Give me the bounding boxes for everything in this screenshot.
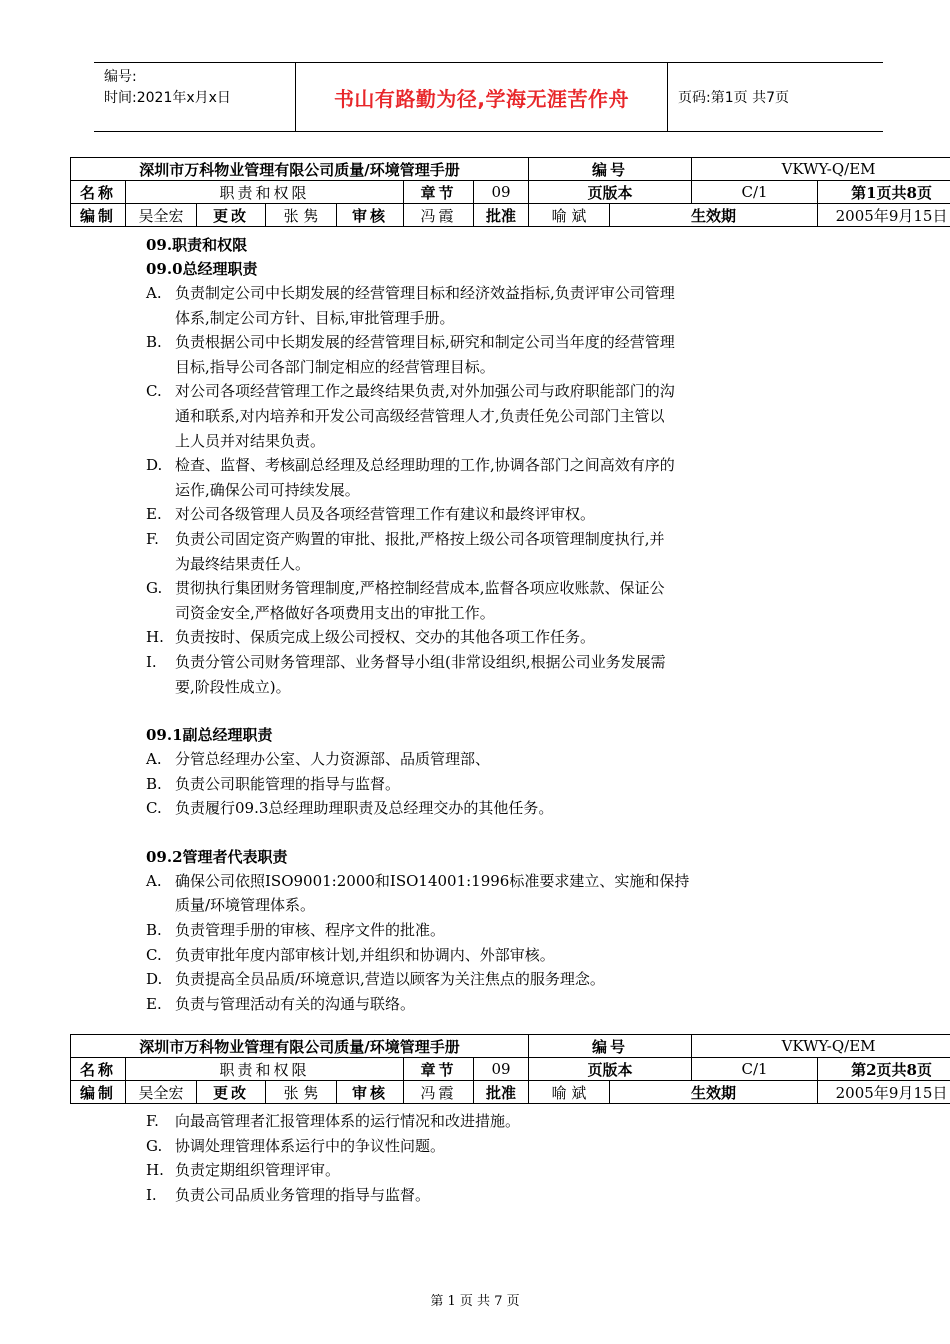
name-label: 名称 [71,181,126,204]
approver-label: 批准 [474,204,529,227]
item-letter: F. [146,529,159,548]
editor-value: 吴全宏 [126,1081,197,1104]
item-line: 体系,制定公司方针、目标,审批管理手册。 [175,308,455,327]
reviewer-label: 审核 [337,204,404,227]
approver-value: 喻 斌 [529,1081,610,1104]
item-line: 负责定期组织管理评审。 [175,1161,341,1180]
item-line: 贯彻执行集团财务管理制度,严格控制经营成本,监督各项应收账款、保证公 [175,579,665,598]
item-line: 向最高管理者汇报管理体系的运行情况和改进措施。 [175,1112,521,1130]
item-line: 负责分管公司财务管理部、业务督导小组(非常设组织,根据公司业务发展需 [175,652,666,671]
item-letter: I. [146,652,157,671]
item-line: 负责公司品质业务管理的指导与监督。 [175,1185,431,1204]
list-item [146,330,846,379]
item-line: 要,阶段性成立)。 [175,677,291,696]
item-line: 协调处理管理体系运行中的争议性问题。 [175,1136,446,1155]
body-block-2 [146,1109,846,1207]
list-item [146,747,846,772]
item-line: 通和联系,对内培养和开发公司高级经营管理人才,负责任免公司部门主管以 [175,406,665,425]
list-item [146,650,846,699]
item-line: 负责与管理活动有关的沟通与联络。 [175,994,416,1013]
reviewer-value: 冯霞 [404,204,474,227]
item-letter: B. [146,774,162,793]
item-line: 检查、监督、考核副总经理及总经理助理的工作,协调各部门之间高效有序的 [175,456,675,475]
item-line: 负责公司职能管理的指导与监督。 [175,774,401,793]
version-label: 页版本 [529,1058,692,1081]
slogan: 书山有路勤为径,学海无涯苦作舟 [333,86,630,111]
spacer [146,821,846,845]
item-line: 负责管理手册的审核、程序文件的批准。 [175,921,446,940]
list-item [146,992,846,1017]
item-letter: B. [146,333,162,352]
top-header [94,62,883,132]
list-item [146,1109,846,1134]
item-line: 负责审批年度内部审核计划,并组织和协调内、外部审核。 [175,945,555,964]
section-heading: 09.0总经理职责 [146,260,258,278]
page-code: 页码:第1页 共7页 [678,90,789,106]
item-letter: E. [146,505,162,524]
list-item [146,625,846,650]
modifier-label: 更改 [197,204,266,227]
version-value: C/1 [692,1058,818,1081]
item-letter: C. [146,382,162,401]
approver-label: 批准 [474,1081,529,1104]
modifier-label: 更改 [197,1081,266,1104]
list-item [146,869,846,918]
name-value: 职责和权限 [126,181,404,204]
modifier-value: 张 隽 [266,1081,337,1104]
effective-value: 2005年9月15日 [818,1081,950,1104]
item-letter: F. [146,1112,159,1130]
item-line: 对公司各项经营管理工作之最终结果负责,对外加强公司与政府职能部门的沟 [175,382,675,401]
doc-header-table-1 [70,157,950,227]
doc-header-table-2 [70,1034,950,1104]
item-line: 为最终结果责任人。 [175,554,311,573]
top-header-slogan-cell [296,63,668,131]
reviewer-label: 审核 [337,1081,404,1104]
version-label: 页版本 [529,181,692,204]
item-letter: G. [146,579,163,598]
section-list [146,1109,846,1207]
time-label: 时间:2021年x月x日 [104,90,231,106]
code-label: 编号 [529,1035,692,1058]
code-label: 编号 [529,158,692,181]
list-item [146,379,846,453]
modifier-value: 张 隽 [266,204,337,227]
item-letter: H. [146,628,164,647]
list-item [146,453,846,502]
version-value: C/1 [692,181,818,204]
section-list [146,747,846,821]
item-letter: D. [146,456,163,475]
item-letter: I. [146,1185,157,1204]
chapter-label: 章节 [404,1058,474,1081]
approver-value: 喻 斌 [529,204,610,227]
list-item [146,1158,846,1183]
number-label: 编号: [104,69,137,85]
reviewer-value: 冯霞 [404,1081,474,1104]
item-line: 司资金安全,严格做好各项费用支出的审批工作。 [175,603,495,622]
item-letter: D. [146,970,163,989]
section-heading: 09.1副总经理职责 [146,726,273,745]
name-label: 名称 [71,1058,126,1081]
list-item [146,918,846,943]
section-list [146,281,846,699]
section-list [146,869,846,1017]
editor-value: 吴全宏 [126,204,197,227]
item-line: 负责提高全员品质/环境意识,营造以顾客为关注焦点的服务理念。 [175,970,605,989]
item-line: 对公司各级管理人员及各项经营管理工作有建议和最终评审权。 [175,505,596,524]
chapter-value: 09 [474,1058,529,1081]
doc-title: 深圳市万科物业管理有限公司质量/环境管理手册 [71,1035,529,1058]
item-line: 质量/环境管理体系。 [175,896,316,915]
section-heading: 09.2管理者代表职责 [146,847,288,866]
list-item [146,1134,846,1159]
chapter-value: 09 [474,181,529,204]
page-footer: 第 1 页 共 7 页 [430,1294,520,1309]
list-item [146,281,846,330]
item-letter: A. [146,284,162,302]
item-letter: C. [146,945,162,964]
chapter-heading: 09.职责和权限 [146,236,248,254]
item-line: 确保公司依照ISO9001:2000和ISO14001:1996标准要求建立、实施和保持 [175,871,690,890]
editor-label: 编制 [71,204,126,227]
list-item [146,576,846,625]
item-line: 负责按时、保质完成上级公司授权、交办的其他各项工作任务。 [175,628,596,647]
effective-label: 生效期 [610,204,818,227]
item-line: 负责制定公司中长期发展的经营管理目标和经济效益指标,负责评审公司管理 [175,284,675,302]
list-item [146,967,846,992]
item-letter: A. [146,750,162,769]
item-line: 运作,确保公司可持续发展。 [175,480,360,499]
item-letter: H. [146,1161,164,1180]
item-line: 负责公司固定资产购置的审批、报批,严格按上级公司各项管理制度执行,并 [175,529,665,548]
top-header-left [94,63,296,131]
list-item [146,1183,846,1208]
effective-label: 生效期 [610,1081,818,1104]
code-value: VKWY-Q/EM [692,158,950,181]
code-value: VKWY-Q/EM [692,1035,950,1058]
item-letter: B. [146,921,162,940]
body-block-1 [146,233,846,1016]
list-item [146,502,846,527]
item-letter: A. [146,871,162,890]
page-count: 第1页共8页 [818,181,950,204]
item-line: 负责根据公司中长期发展的经营管理目标,研究和制定公司当年度的经营管理 [175,333,675,352]
spacer [146,699,846,723]
page-count: 第2页共8页 [818,1058,950,1081]
item-letter: C. [146,799,162,818]
editor-label: 编制 [71,1081,126,1104]
list-item [146,527,846,576]
top-header-page-code [668,63,883,131]
item-line: 负责履行09.3总经理助理职责及总经理交办的其他任务。 [175,799,554,818]
item-letter: G. [146,1136,163,1155]
item-line: 上人员并对结果负责。 [175,431,326,450]
effective-value: 2005年9月15日 [818,204,950,227]
chapter-label: 章节 [404,181,474,204]
doc-title: 深圳市万科物业管理有限公司质量/环境管理手册 [71,158,529,181]
item-letter: E. [146,994,162,1013]
item-line: 分管总经理办公室、人力资源部、品质管理部、 [175,750,491,769]
list-item [146,772,846,797]
list-item [146,943,846,968]
item-line: 目标,指导公司各部门制定相应的经营管理目标。 [175,357,495,376]
name-value: 职责和权限 [126,1058,404,1081]
list-item [146,796,846,821]
